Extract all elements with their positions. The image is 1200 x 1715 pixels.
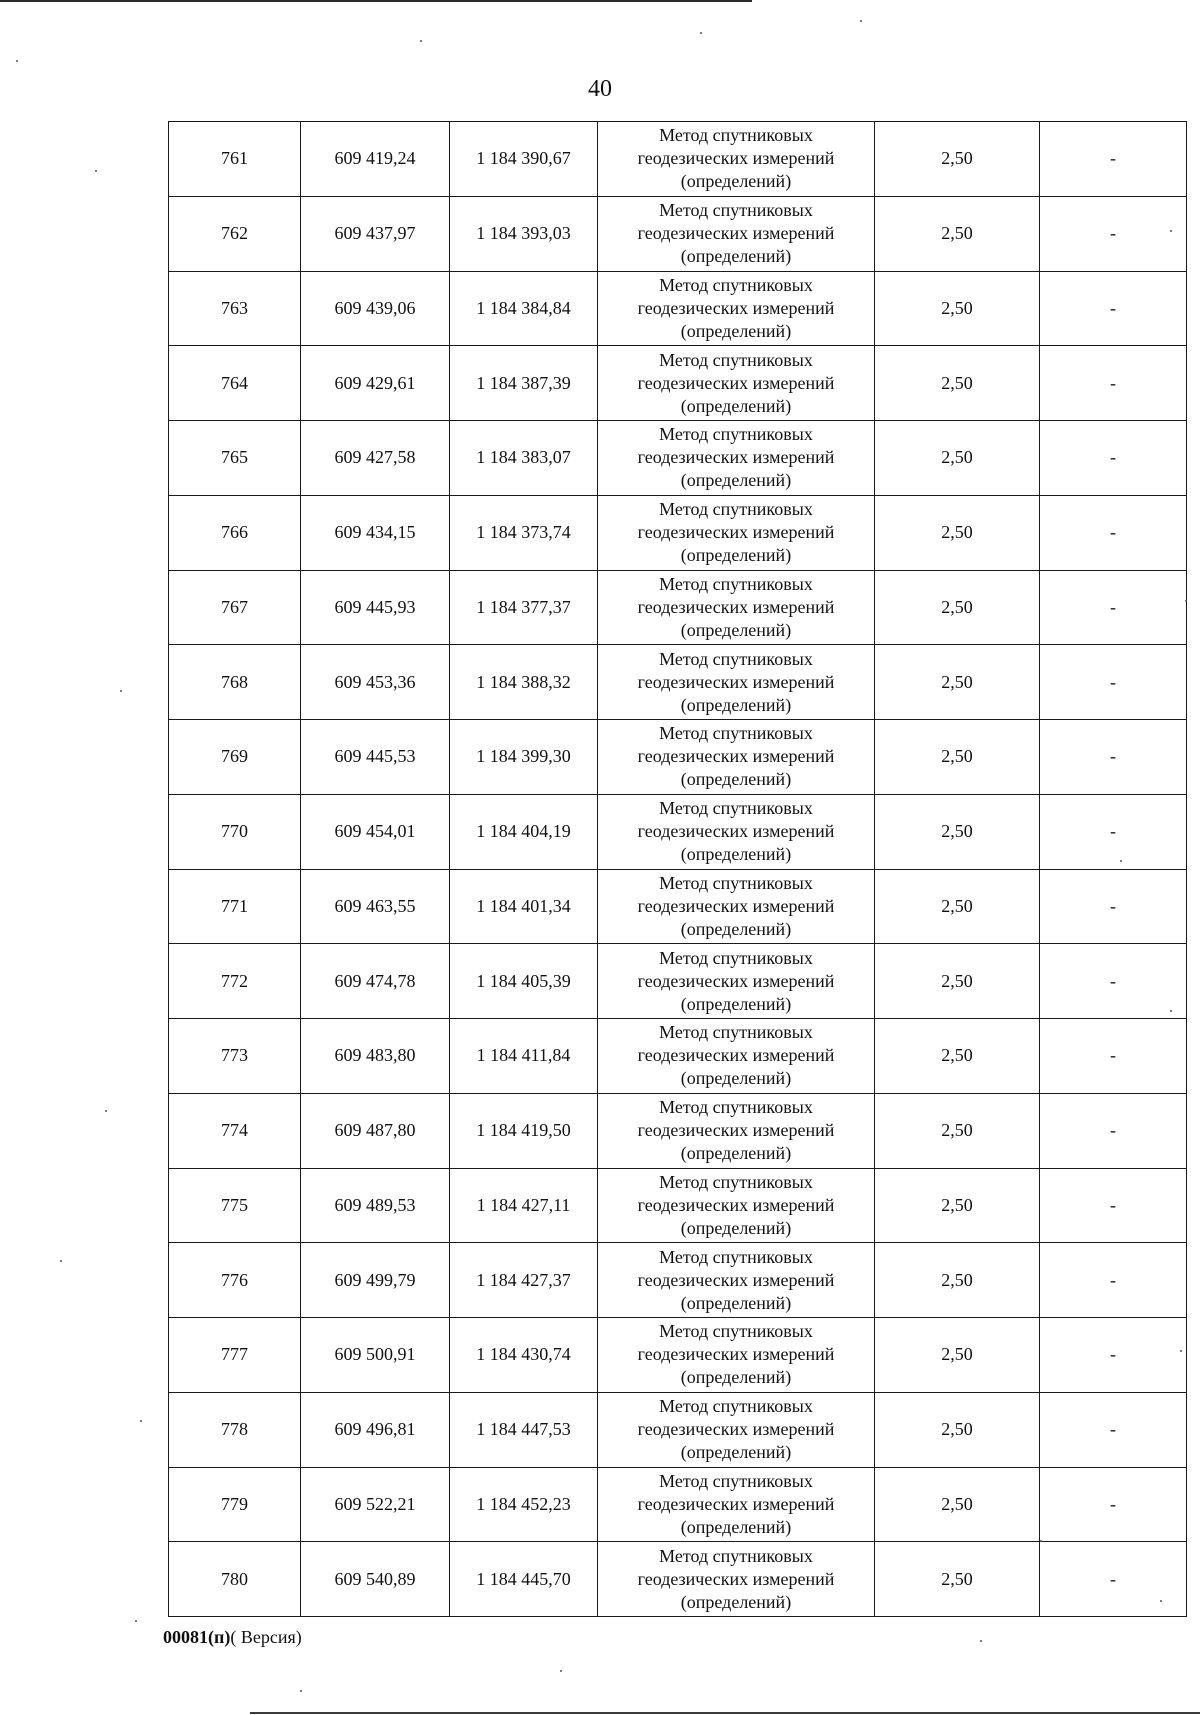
method-line: (определений) xyxy=(680,1292,792,1313)
point-number-cell: 779 xyxy=(169,1467,301,1542)
method-line: Метод спутниковых xyxy=(659,1321,813,1342)
scan-speck xyxy=(140,1420,142,1422)
method-cell xyxy=(598,122,875,197)
table-row xyxy=(169,1168,1187,1243)
method-cell xyxy=(598,346,875,421)
coordinate-x-cell: 609 487,80 xyxy=(301,1093,450,1168)
table-row xyxy=(169,570,1187,645)
coordinate-y-cell: 1 184 405,39 xyxy=(450,944,598,1019)
coordinate-x-cell: 609 429,61 xyxy=(301,346,450,421)
table-row xyxy=(169,1318,1187,1393)
method-line: (определений) xyxy=(680,1516,792,1537)
coordinate-x-cell: 609 445,93 xyxy=(301,570,450,645)
point-number-cell: 780 xyxy=(169,1542,301,1617)
method-cell xyxy=(598,1318,875,1393)
method-line: геодезических измерений xyxy=(637,148,835,169)
note-cell: - xyxy=(1040,122,1187,197)
method-line: Метод спутниковых xyxy=(659,424,813,445)
point-number-cell: 770 xyxy=(169,794,301,869)
method-line: (определений) xyxy=(680,694,792,715)
table-row xyxy=(169,346,1187,421)
method-line: Метод спутниковых xyxy=(659,1022,813,1043)
method-line: геодезических измерений xyxy=(637,1493,835,1514)
method-cell xyxy=(598,944,875,1019)
note-cell: - xyxy=(1040,421,1187,496)
method-line: геодезических измерений xyxy=(637,223,835,244)
coordinate-y-cell: 1 184 411,84 xyxy=(450,1019,598,1094)
method-line: (определений) xyxy=(680,171,792,192)
method-line: (определений) xyxy=(680,769,792,790)
scan-speck xyxy=(300,1690,302,1692)
method-line: (определений) xyxy=(680,545,792,566)
note-cell: - xyxy=(1040,1093,1187,1168)
coordinate-x-cell: 609 522,21 xyxy=(301,1467,450,1542)
table-row xyxy=(169,1093,1187,1168)
accuracy-cell: 2,50 xyxy=(875,944,1040,1019)
method-line: (определений) xyxy=(680,844,792,865)
method-line: геодезических измерений xyxy=(637,970,835,991)
note-cell: - xyxy=(1040,570,1187,645)
point-number-cell: 776 xyxy=(169,1243,301,1318)
scan-speck xyxy=(700,32,702,34)
point-number-cell: 775 xyxy=(169,1168,301,1243)
method-cell xyxy=(598,495,875,570)
point-number-cell: 771 xyxy=(169,869,301,944)
note-cell: - xyxy=(1040,794,1187,869)
method-line: Метод спутниковых xyxy=(659,723,813,744)
note-cell: - xyxy=(1040,869,1187,944)
accuracy-cell: 2,50 xyxy=(875,720,1040,795)
coordinate-x-cell: 609 427,58 xyxy=(301,421,450,496)
coordinates-table-body xyxy=(169,122,1187,1617)
coordinate-x-cell: 609 439,06 xyxy=(301,271,450,346)
scan-speck xyxy=(60,1260,62,1262)
point-number-cell: 777 xyxy=(169,1318,301,1393)
method-cell xyxy=(598,645,875,720)
coordinate-y-cell: 1 184 447,53 xyxy=(450,1392,598,1467)
coordinate-y-cell: 1 184 384,84 xyxy=(450,271,598,346)
point-number-cell: 764 xyxy=(169,346,301,421)
method-line: геодезических измерений xyxy=(637,1568,835,1589)
note-cell: - xyxy=(1040,1392,1187,1467)
method-line: геодезических измерений xyxy=(637,671,835,692)
method-line: геодезических измерений xyxy=(637,1194,835,1215)
coordinate-x-cell: 609 483,80 xyxy=(301,1019,450,1094)
coordinate-y-cell: 1 184 430,74 xyxy=(450,1318,598,1393)
accuracy-cell: 2,50 xyxy=(875,1243,1040,1318)
table-row xyxy=(169,869,1187,944)
coordinate-x-cell: 609 445,53 xyxy=(301,720,450,795)
method-line: (определений) xyxy=(680,1591,792,1612)
point-number-cell: 766 xyxy=(169,495,301,570)
method-line: Метод спутниковых xyxy=(659,125,813,146)
method-line: Метод спутниковых xyxy=(659,947,813,968)
scan-speck xyxy=(1160,1600,1162,1602)
point-number-cell: 767 xyxy=(169,570,301,645)
accuracy-cell: 2,50 xyxy=(875,869,1040,944)
scan-speck xyxy=(95,170,97,172)
accuracy-cell: 2,50 xyxy=(875,421,1040,496)
coordinate-y-cell: 1 184 388,32 xyxy=(450,645,598,720)
method-cell xyxy=(598,1168,875,1243)
page-number: 40 xyxy=(588,76,612,102)
coordinate-x-cell: 609 454,01 xyxy=(301,794,450,869)
method-line: геодезических измерений xyxy=(637,1045,835,1066)
accuracy-cell: 2,50 xyxy=(875,1168,1040,1243)
coordinate-x-cell: 609 419,24 xyxy=(301,122,450,197)
note-cell: - xyxy=(1040,196,1187,271)
point-number-cell: 778 xyxy=(169,1392,301,1467)
method-line: Метод спутниковых xyxy=(659,1246,813,1267)
scan-speck xyxy=(1180,1350,1182,1352)
method-line: геодезических измерений xyxy=(637,895,835,916)
scan-speck xyxy=(420,40,422,42)
coordinate-y-cell: 1 184 427,11 xyxy=(450,1168,598,1243)
method-line: (определений) xyxy=(680,1143,792,1164)
method-line: (определений) xyxy=(680,246,792,267)
table-row xyxy=(169,196,1187,271)
method-line: (определений) xyxy=(680,1217,792,1238)
coordinate-y-cell: 1 184 387,39 xyxy=(450,346,598,421)
method-line: геодезических измерений xyxy=(637,522,835,543)
method-line: Метод спутниковых xyxy=(659,499,813,520)
coordinate-y-cell: 1 184 401,34 xyxy=(450,869,598,944)
method-cell xyxy=(598,1093,875,1168)
scan-speck xyxy=(120,690,122,692)
note-cell: - xyxy=(1040,1467,1187,1542)
point-number-cell: 773 xyxy=(169,1019,301,1094)
coordinate-x-cell: 609 463,55 xyxy=(301,869,450,944)
method-line: Метод спутниковых xyxy=(659,573,813,594)
table-row xyxy=(169,122,1187,197)
accuracy-cell: 2,50 xyxy=(875,1318,1040,1393)
coordinate-y-cell: 1 184 383,07 xyxy=(450,421,598,496)
accuracy-cell: 2,50 xyxy=(875,346,1040,421)
method-cell xyxy=(598,794,875,869)
coordinate-x-cell: 609 453,36 xyxy=(301,645,450,720)
point-number-cell: 768 xyxy=(169,645,301,720)
method-line: геодезических измерений xyxy=(637,372,835,393)
method-cell xyxy=(598,1467,875,1542)
scan-speck xyxy=(135,1620,137,1622)
coordinate-y-cell: 1 184 373,74 xyxy=(450,495,598,570)
method-cell xyxy=(598,1542,875,1617)
method-line: (определений) xyxy=(680,1442,792,1463)
scan-speck xyxy=(1170,230,1172,232)
scan-speck xyxy=(1040,1540,1042,1542)
scan-speck xyxy=(105,1110,107,1112)
coordinate-y-cell: 1 184 393,03 xyxy=(450,196,598,271)
method-line: геодезических измерений xyxy=(637,1269,835,1290)
scan-speck xyxy=(1170,1010,1172,1012)
method-line: Метод спутниковых xyxy=(659,349,813,370)
method-line: Метод спутниковых xyxy=(659,798,813,819)
coordinate-x-cell: 609 499,79 xyxy=(301,1243,450,1318)
method-line: геодезических измерений xyxy=(637,1344,835,1365)
coordinate-y-cell: 1 184 377,37 xyxy=(450,570,598,645)
method-line: (определений) xyxy=(680,1068,792,1089)
accuracy-cell: 2,50 xyxy=(875,794,1040,869)
accuracy-cell: 2,50 xyxy=(875,1093,1040,1168)
method-line: геодезических измерений xyxy=(637,596,835,617)
note-cell: - xyxy=(1040,495,1187,570)
scan-speck xyxy=(560,1670,562,1672)
coordinate-x-cell: 609 437,97 xyxy=(301,196,450,271)
coordinate-x-cell: 609 496,81 xyxy=(301,1392,450,1467)
method-line: Метод спутниковых xyxy=(659,872,813,893)
method-line: (определений) xyxy=(680,470,792,491)
method-line: (определений) xyxy=(680,918,792,939)
method-line: Метод спутниковых xyxy=(659,200,813,221)
method-line: (определений) xyxy=(680,1367,792,1388)
scan-speck xyxy=(1185,600,1187,602)
point-number-cell: 762 xyxy=(169,196,301,271)
scan-speck xyxy=(860,20,862,22)
accuracy-cell: 2,50 xyxy=(875,122,1040,197)
point-number-cell: 772 xyxy=(169,944,301,1019)
table-row xyxy=(169,720,1187,795)
scan-speck xyxy=(16,60,18,62)
method-cell xyxy=(598,1243,875,1318)
coordinate-y-cell: 1 184 452,23 xyxy=(450,1467,598,1542)
coordinate-x-cell: 609 500,91 xyxy=(301,1318,450,1393)
note-cell: - xyxy=(1040,346,1187,421)
accuracy-cell: 2,50 xyxy=(875,1467,1040,1542)
method-cell xyxy=(598,271,875,346)
coordinate-x-cell: 609 540,89 xyxy=(301,1542,450,1617)
method-line: геодезических измерений xyxy=(637,746,835,767)
note-cell: - xyxy=(1040,1168,1187,1243)
method-line: геодезических измерений xyxy=(637,821,835,842)
scan-edge-top xyxy=(0,0,752,2)
coordinate-y-cell: 1 184 445,70 xyxy=(450,1542,598,1617)
method-line: Метод спутниковых xyxy=(659,1396,813,1417)
note-cell: - xyxy=(1040,1243,1187,1318)
coordinate-y-cell: 1 184 399,30 xyxy=(450,720,598,795)
method-line: (определений) xyxy=(680,320,792,341)
table-row xyxy=(169,1542,1187,1617)
accuracy-cell: 2,50 xyxy=(875,495,1040,570)
method-cell xyxy=(598,570,875,645)
accuracy-cell: 2,50 xyxy=(875,1019,1040,1094)
coordinate-y-cell: 1 184 390,67 xyxy=(450,122,598,197)
method-line: Метод спутниковых xyxy=(659,1470,813,1491)
note-cell: - xyxy=(1040,1318,1187,1393)
method-line: геодезических измерений xyxy=(637,297,835,318)
scan-edge-bottom xyxy=(250,1712,1200,1714)
point-number-cell: 769 xyxy=(169,720,301,795)
method-line: Метод спутниковых xyxy=(659,1171,813,1192)
method-cell xyxy=(598,1019,875,1094)
coordinates-table xyxy=(168,121,1187,1617)
point-number-cell: 774 xyxy=(169,1093,301,1168)
point-number-cell: 763 xyxy=(169,271,301,346)
accuracy-cell: 2,50 xyxy=(875,196,1040,271)
table-row xyxy=(169,794,1187,869)
table-row xyxy=(169,1019,1187,1094)
coordinate-y-cell: 1 184 427,37 xyxy=(450,1243,598,1318)
document-footer xyxy=(163,1626,302,1648)
accuracy-cell: 2,50 xyxy=(875,570,1040,645)
method-line: Метод спутниковых xyxy=(659,1097,813,1118)
form-code: 00081(п) xyxy=(163,1627,231,1647)
note-cell: - xyxy=(1040,720,1187,795)
method-cell xyxy=(598,421,875,496)
accuracy-cell: 2,50 xyxy=(875,271,1040,346)
scan-speck xyxy=(1120,860,1122,862)
coordinate-y-cell: 1 184 419,50 xyxy=(450,1093,598,1168)
method-cell xyxy=(598,196,875,271)
coordinate-y-cell: 1 184 404,19 xyxy=(450,794,598,869)
table-row xyxy=(169,495,1187,570)
method-line: геодезических измерений xyxy=(637,447,835,468)
table-row xyxy=(169,271,1187,346)
table-row xyxy=(169,645,1187,720)
version-label: ( Версия) xyxy=(230,1627,302,1647)
table-row xyxy=(169,944,1187,1019)
note-cell: - xyxy=(1040,944,1187,1019)
coordinate-x-cell: 609 434,15 xyxy=(301,495,450,570)
method-cell xyxy=(598,869,875,944)
table-row xyxy=(169,1243,1187,1318)
accuracy-cell: 2,50 xyxy=(875,1542,1040,1617)
method-line: Метод спутниковых xyxy=(659,274,813,295)
method-line: Метод спутниковых xyxy=(659,1545,813,1566)
method-line: (определений) xyxy=(680,619,792,640)
method-cell xyxy=(598,1392,875,1467)
method-line: Метод спутниковых xyxy=(659,648,813,669)
table-row xyxy=(169,1467,1187,1542)
coordinate-x-cell: 609 489,53 xyxy=(301,1168,450,1243)
scan-speck xyxy=(980,1640,982,1642)
table-row xyxy=(169,1392,1187,1467)
note-cell: - xyxy=(1040,1542,1187,1617)
method-line: (определений) xyxy=(680,395,792,416)
method-line: геодезических измерений xyxy=(637,1419,835,1440)
method-cell xyxy=(598,720,875,795)
point-number-cell: 761 xyxy=(169,122,301,197)
note-cell: - xyxy=(1040,645,1187,720)
method-line: (определений) xyxy=(680,993,792,1014)
note-cell: - xyxy=(1040,271,1187,346)
table-row xyxy=(169,421,1187,496)
coordinate-x-cell: 609 474,78 xyxy=(301,944,450,1019)
note-cell: - xyxy=(1040,1019,1187,1094)
accuracy-cell: 2,50 xyxy=(875,1392,1040,1467)
point-number-cell: 765 xyxy=(169,421,301,496)
accuracy-cell: 2,50 xyxy=(875,645,1040,720)
method-line: геодезических измерений xyxy=(637,1120,835,1141)
